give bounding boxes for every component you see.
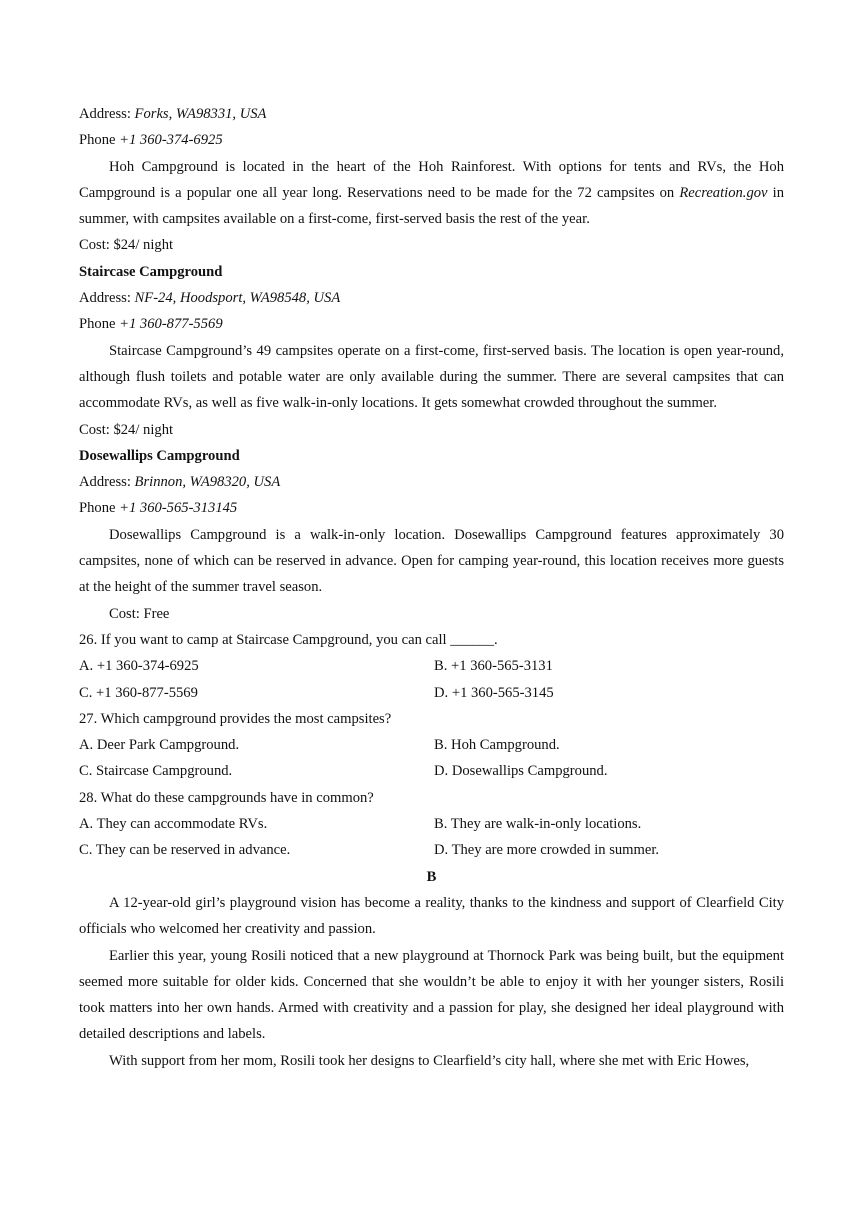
staircase-cost: Cost: $24/ night (79, 421, 174, 438)
question-26-stem: 26. If you want to camp at Staircase Campground, you can call ______. (79, 631, 498, 648)
option-d: D. +1 360-565-3145 (434, 684, 554, 701)
option-d: D. Dosewallips Campground. (434, 763, 608, 780)
dosewallips-title: Dosewallips Campground (79, 447, 240, 464)
staircase-title: Staircase Campground (79, 263, 223, 280)
option-c: C. Staircase Campground. (79, 763, 233, 780)
section-b-paragraph-2: Earlier this year, young Rosili noticed that a new playground at Thornock Park was being built, but the equipment seemed more suitable for older kids. Concerned that she wouldn’t be able to enjoy it with her younger sisters, Rosili took matters into her own hands. Armed with creativity and a passion for play, she designed her ideal playground with detailed descriptions and labels. (79, 947, 784, 1043)
option-d: D. They are more crowded in summer. (434, 842, 660, 859)
option-a: A. They can accommodate RVs. (79, 816, 268, 833)
staircase-description: Staircase Campground’s 49 campsites operate on a first-come, first-served basis. The location is open year-round, although flush toilets and potable water are only available during the summer. There are several campsites that can accommodate RVs, as well as five walk-in-only locations. It gets somewhat crowded throughout the summer. (79, 342, 784, 412)
option-a: A. Deer Park Campground. (79, 737, 240, 754)
question-28-stem: 28. What do these campgrounds have in common? (79, 789, 374, 806)
question-27-options-row-1 (79, 732, 784, 758)
recreation-gov-text: Recreation.gov (679, 184, 768, 201)
option-b: B. They are walk-in-only locations. (434, 816, 642, 833)
hoh-cost: Cost: $24/ night (79, 237, 174, 254)
question-26-options-row-2 (79, 680, 784, 706)
section-b-paragraph-3: With support from her mom, Rosili took her designs to Clearfield’s city hall, where she met with Eric Howes, (109, 1052, 750, 1069)
question-26-options-row-1 (79, 653, 784, 679)
staircase-address: Address: NF-24, Hoodsport, WA98548, USA (79, 290, 341, 307)
question-28-options-row-1 (79, 811, 784, 837)
option-a: A. +1 360-374-6925 (79, 658, 199, 675)
dosewallips-address: Address: Brinnon, WA98320, USA (79, 474, 281, 491)
hoh-description: Hoh Campground is located in the heart of the Hoh Rainforest. With options for tents and RVs, the Hoh Campground is a popular one all year long. Reservations need to be made for the 72 campsites on Recreation.gov in summer, with campsites available on a first-come, first-served basis the rest of the year. (79, 158, 784, 228)
section-b-heading: B (426, 868, 437, 885)
hoh-phone: Phone +1 360-374-6925 (79, 132, 223, 149)
dosewallips-phone: Phone +1 360-565-313145 (79, 500, 238, 517)
question-27-options-row-2 (79, 758, 784, 784)
option-c: C. They can be reserved in advance. (79, 842, 291, 859)
dosewallips-cost: Cost: Free (109, 605, 170, 622)
staircase-phone: Phone +1 360-877-5569 (79, 316, 223, 333)
option-b: B. +1 360-565-3131 (434, 658, 553, 675)
section-b-paragraph-1: A 12-year-old girl’s playground vision has become a reality, thanks to the kindness and support of Clearfield City officials who welcomed her creativity and passion. (79, 894, 784, 938)
question-27-stem: 27. Which campground provides the most campsites? (79, 710, 392, 727)
dosewallips-description: Dosewallips Campground is a walk-in-only location. Dosewallips Campground features approximately 30 campsites, none of which can be reserved in advance. Open for camping year-round, this location receives more guests at the height of the summer travel season. (79, 526, 784, 596)
option-b: B. Hoh Campground. (434, 737, 560, 754)
hoh-address: Address: Forks, WA98331, USA (79, 106, 267, 122)
question-28-options-row-2 (79, 837, 784, 863)
document-page (79, 101, 784, 1074)
option-c: C. +1 360-877-5569 (79, 684, 198, 701)
